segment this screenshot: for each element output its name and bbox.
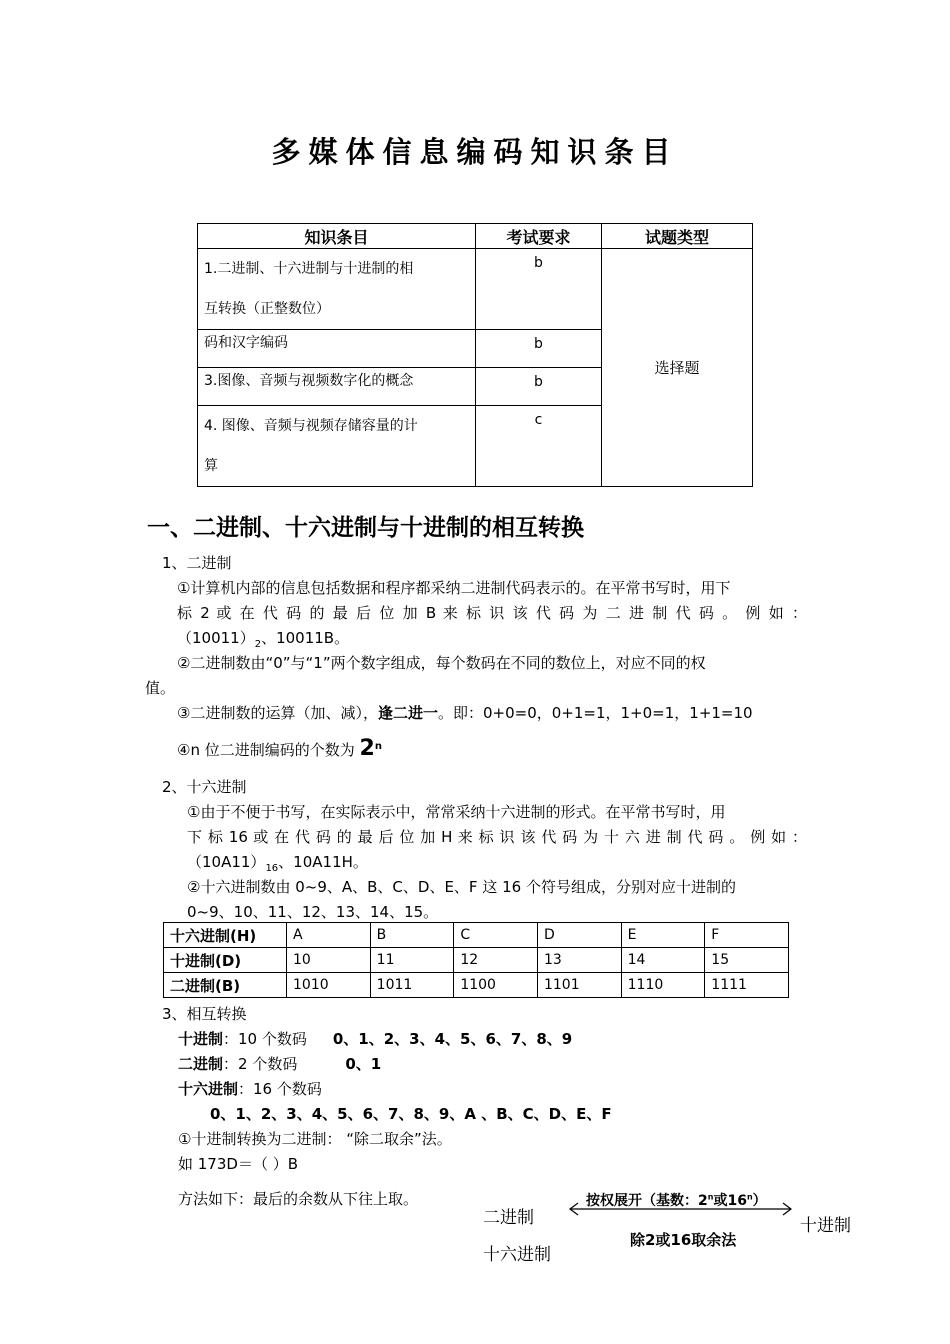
binary-example: $(10011)_2$、10011B。 xyxy=(177,629,350,650)
table-cell: 11 xyxy=(370,948,454,973)
knowledge-item: 码和汉字编码 xyxy=(198,330,476,368)
question-type-cell: 选择题 xyxy=(602,249,753,487)
method-note: 方法如下：最后的余数从下往上取。 xyxy=(178,1190,419,1208)
level-cell: b xyxy=(476,249,602,330)
hex-digits: 0、1、2、3、4、5、6、7、8、9、A 、B、C、D、E、F xyxy=(210,1105,612,1123)
hex-p1-line1: ①由于不便于书写，在实际表示中，常常采纳十六进制的形式。在平常书写时，用 xyxy=(187,803,726,821)
table-row xyxy=(198,249,753,330)
method-divide-two: ①十进制转换为二进制： “除二取余”法。 xyxy=(178,1130,452,1148)
decimal-line: 十进制：10 个数码 0、1、2、3、4、5、6、7、8、9 xyxy=(178,1030,573,1048)
diagram-decimal: 十进制 xyxy=(800,1216,851,1236)
diagram-top-label: 按权展开（基数：2$^n$或16$^n$） xyxy=(586,1192,767,1209)
binary-p1-line2: 标 2 或 在 代 码 的 最 后 位 加 B 来 标 识 该 代 码 为 二 进 制 代 码 。 例 如 ： xyxy=(177,604,807,622)
table-cell: F xyxy=(705,923,789,948)
header-knowledge-item: 知识条目 xyxy=(198,224,476,249)
level-cell: c xyxy=(476,406,602,487)
table-row xyxy=(164,973,789,998)
level-cell: b xyxy=(476,330,602,368)
knowledge-item: 4. 图像、音频与视频存储容量的计 算 xyxy=(198,406,476,487)
table-cell: 12 xyxy=(454,948,538,973)
hex-p2-line1: ②十六进制数由 0~9、A、B、C、D、E、F 这 16 个符号组成，分别对应十进制的 xyxy=(187,878,736,896)
hex-line: 十六进制：16 个数码 xyxy=(178,1080,322,1098)
hex-label: 2、十六进制 xyxy=(162,778,247,796)
table-header-row xyxy=(198,224,753,249)
knowledge-item: 1.二进制、十六进制与十进制的相 互转换（正整数位） xyxy=(198,249,476,330)
page-title: 多媒体信息编码知识条目 xyxy=(271,135,679,169)
binary-p1-line1: ①计算机内部的信息包括数据和程序都采纳二进制代码表示的。在平常书写时，用下 xyxy=(177,579,731,597)
table-cell: 14 xyxy=(621,948,705,973)
conversion-label: 3、相互转换 xyxy=(162,1005,247,1023)
table-cell: 1011 xyxy=(370,973,454,998)
table-cell: 15 xyxy=(705,948,789,973)
row-label-hex: 十六进制(H) xyxy=(164,923,287,948)
table-cell: 1101 xyxy=(537,973,621,998)
binary-p2-line2: 值。 xyxy=(145,679,176,697)
table-cell: C xyxy=(454,923,538,948)
table-row xyxy=(164,948,789,973)
table-cell: 13 xyxy=(537,948,621,973)
level-cell: b xyxy=(476,368,602,406)
header-question-type: 试题类型 xyxy=(602,224,753,249)
table-cell: 10 xyxy=(287,948,371,973)
table-row xyxy=(164,923,789,948)
table-cell: 1100 xyxy=(454,973,538,998)
knowledge-item: 3.图像、音频与视频数字化的概念 xyxy=(198,368,476,406)
table-cell: 1111 xyxy=(705,973,789,998)
table-cell: 1110 xyxy=(621,973,705,998)
table-cell: 1010 xyxy=(287,973,371,998)
table-cell: D xyxy=(537,923,621,948)
hex-example: $(10A11)_{16}$、10A11H。 xyxy=(187,853,368,874)
binary-line: 二进制：2 个数码 0、1 xyxy=(178,1055,382,1073)
diagram-bottom-label: 除2或16取余法 xyxy=(630,1231,737,1249)
binary-p3: ③二进制数的运算（加、减），逢二进一。即：0+0=0，0+1=1，1+0=1，1+1=10 xyxy=(177,704,753,722)
row-label-decimal: 十进制(D) xyxy=(164,948,287,973)
hex-p1-line2: 下 标 16 或 在 代 码 的 最 后 位 加 H 来 标 识 该 代 码 为 十 六 进 制 代 码 。 例 如 ： xyxy=(187,828,807,846)
number-system-table xyxy=(163,922,789,998)
table-cell: E xyxy=(621,923,705,948)
knowledge-table xyxy=(197,223,753,487)
diagram-hex: 十六进制 xyxy=(483,1245,551,1265)
binary-label: 1、二进制 xyxy=(162,554,232,572)
row-label-binary: 二进制(B) xyxy=(164,973,287,998)
example-173d: 如 173D＝（ ）B xyxy=(178,1155,299,1173)
table-cell: B xyxy=(370,923,454,948)
table-cell: A xyxy=(287,923,371,948)
binary-p4: ④n 位二进制编码的个数为 2$^n$ xyxy=(177,736,382,761)
header-exam-requirement: 考试要求 xyxy=(476,224,602,249)
section-heading: 一、二进制、十六进制与十进制的相互转换 xyxy=(147,515,584,541)
hex-p2-line2: 0~9、10、11、12、13、14、15。 xyxy=(187,903,439,921)
binary-p2-line1: ②二进制数由“0”与“1”两个数字组成，每个数码在不同的数位上，对应不同的权 xyxy=(177,654,706,672)
diagram-binary: 二进制 xyxy=(483,1208,534,1228)
